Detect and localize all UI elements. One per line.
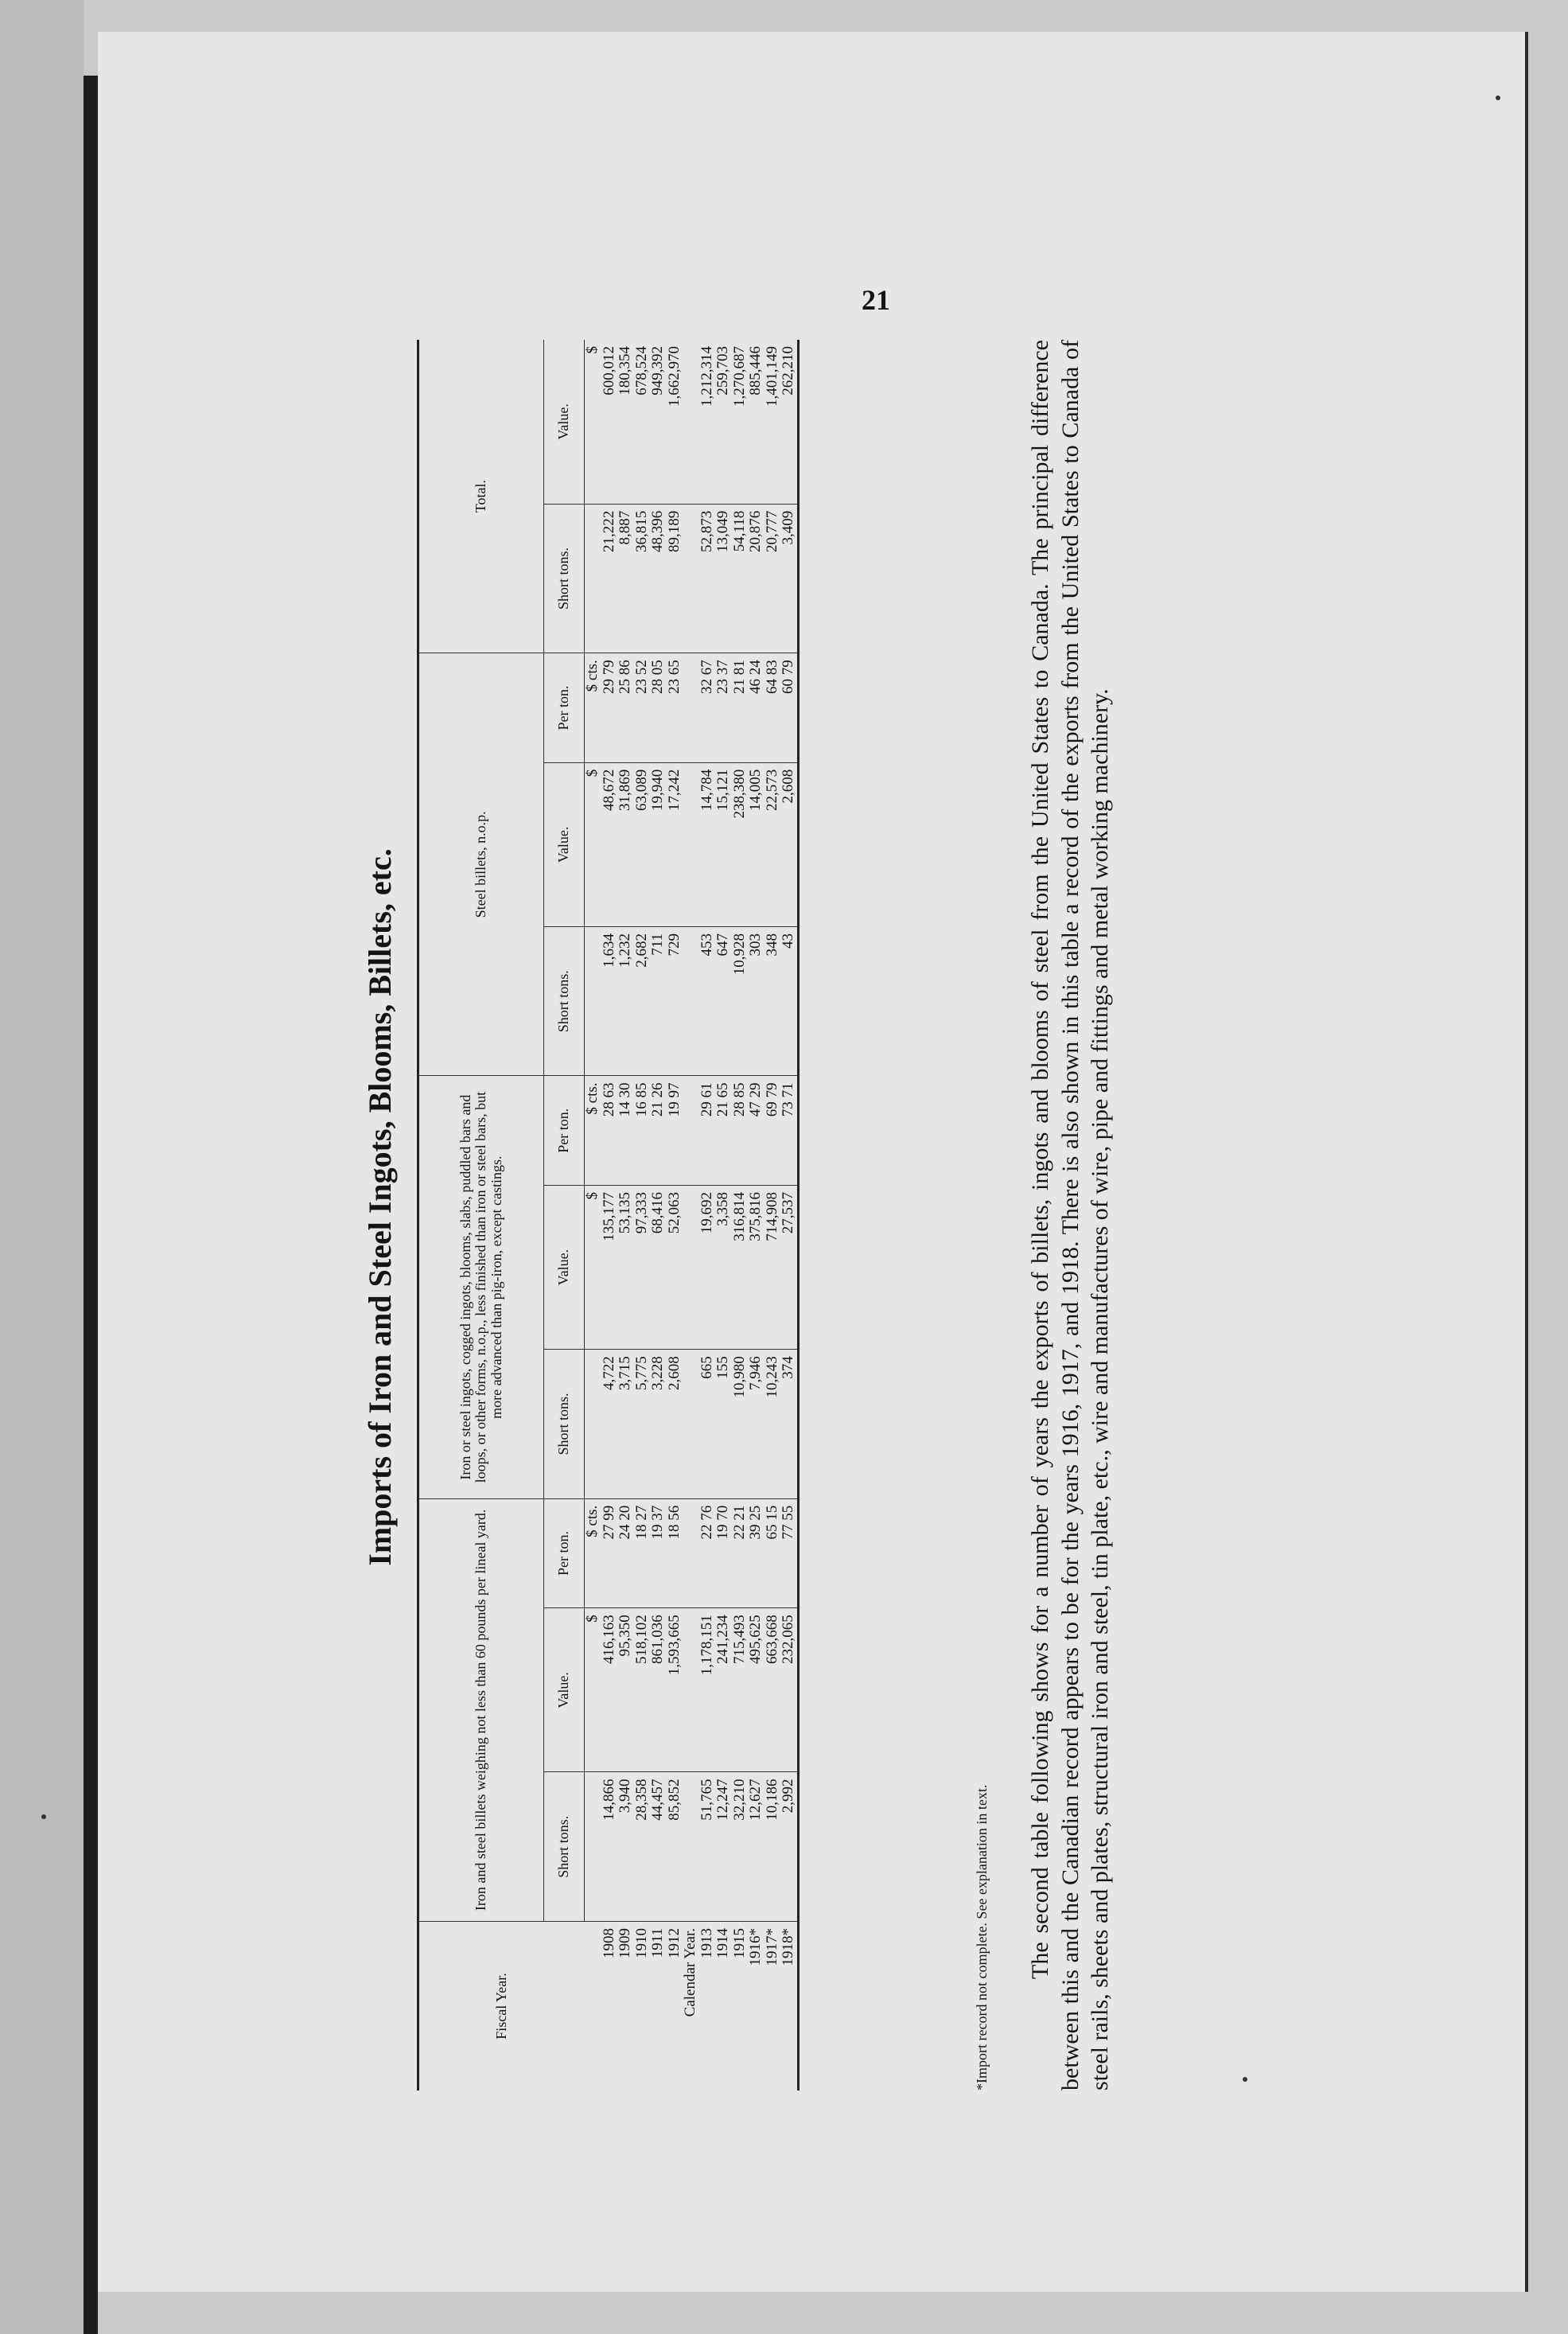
- g2-cell: 21 65: [715, 1076, 732, 1186]
- g2-cell: 97,333: [634, 1186, 651, 1350]
- table-row: [650, 340, 667, 2090]
- g2-cell: 665: [699, 1350, 716, 1499]
- scan-speck: [41, 1814, 46, 1819]
- g1-cell: 12,247: [715, 1772, 732, 1922]
- g1-cell: 495,625: [748, 1608, 765, 1772]
- g2-cell: 28 63: [601, 1076, 618, 1186]
- g2-cell: 52,063: [667, 1186, 683, 1350]
- scan-speck: [1496, 95, 1500, 100]
- g2-cell: 21 26: [650, 1076, 667, 1186]
- g1-cell: 3,940: [617, 1772, 634, 1922]
- g3-cell: 15,121: [715, 762, 732, 926]
- g4-cell: 600,012: [601, 340, 618, 504]
- g3-cell: 303: [748, 927, 765, 1077]
- g4-cell: 180,354: [617, 340, 634, 504]
- g3-cell: 25 86: [617, 653, 634, 763]
- table-row: [617, 340, 634, 2090]
- g3-cell: 711: [650, 927, 667, 1077]
- table-row: [780, 340, 798, 2090]
- g1-cell: 416,163: [601, 1608, 618, 1772]
- g4-cell: 1,212,314: [699, 340, 716, 504]
- g3-cell: 17,242: [667, 762, 683, 926]
- subheader-short-tons: Short tons.: [544, 927, 585, 1077]
- table-row: [732, 340, 749, 2090]
- g3-cell: 2,682: [634, 927, 651, 1077]
- table-row: [699, 340, 716, 2090]
- scan-binding-margin: [0, 0, 84, 2334]
- g2-cell: 14 30: [617, 1076, 634, 1186]
- unit-dollar-cts: $ cts.: [585, 1076, 601, 1186]
- g2-cell: 29 61: [699, 1076, 716, 1186]
- g1-cell: 518,102: [634, 1608, 651, 1772]
- rotated-content: [361, 300, 1220, 2114]
- g4-cell: 48,396: [650, 504, 667, 653]
- g1-cell: 1,178,151: [699, 1608, 716, 1772]
- g1-cell: 44,457: [650, 1772, 667, 1922]
- g1-cell: 14,866: [601, 1772, 618, 1922]
- g3-cell: 29 79: [601, 653, 618, 763]
- g1-cell: 2,992: [780, 1772, 798, 1922]
- g3-cell: 14,784: [699, 762, 716, 926]
- g1-cell: 1,593,665: [667, 1608, 683, 1772]
- g3-cell: 21 81: [732, 653, 749, 763]
- g2-cell: 3,358: [715, 1186, 732, 1350]
- unit-dollar: $: [585, 340, 601, 504]
- g1-cell: 95,350: [617, 1608, 634, 1772]
- g2-cell: 3,228: [650, 1350, 667, 1499]
- calendar-year-rows: [699, 340, 799, 2090]
- g3-cell: 647: [715, 927, 732, 1077]
- year-cell: 1910: [632, 1928, 650, 1958]
- calendar-year-label: Calendar Year.: [682, 1928, 699, 2017]
- header-fiscal-year: Fiscal Year.: [418, 1922, 585, 2091]
- g2-cell: 155: [715, 1350, 732, 1499]
- unit-dollar: $: [585, 1186, 601, 1350]
- g2-cell: 10,980: [732, 1350, 749, 1499]
- g2-cell: 69 79: [765, 1076, 781, 1186]
- g4-cell: 13,049: [715, 504, 732, 653]
- calendar-year-label-row: [683, 340, 699, 2090]
- g1-cell: 18 27: [634, 1498, 651, 1608]
- unit-dollar: $: [585, 1608, 601, 1772]
- g2-cell: 374: [780, 1350, 798, 1499]
- g3-cell: 22,573: [765, 762, 781, 926]
- table-row: [601, 340, 618, 2090]
- unit-dollar-cts: $ cts.: [585, 653, 601, 763]
- g1-cell: 241,234: [715, 1608, 732, 1772]
- g4-cell: 8,887: [617, 504, 634, 653]
- g1-cell: 65 15: [765, 1498, 781, 1608]
- g2-cell: 19,692: [699, 1186, 716, 1350]
- g1-cell: 77 55: [780, 1498, 798, 1608]
- g2-cell: 7,946: [748, 1350, 765, 1499]
- subheader-per-ton: Per ton.: [544, 1498, 585, 1608]
- year-cell: 1915: [730, 1928, 748, 1958]
- imports-table: [417, 340, 800, 2090]
- year-cell: 1909: [617, 1928, 634, 1958]
- table-title: Imports of Iron and Steel Ingots, Blooms, Billets, etc.: [362, 848, 398, 1566]
- subheader-short-tons: Short tons.: [544, 1350, 585, 1499]
- subheader-value: Value.: [544, 1186, 585, 1350]
- g3-cell: 31,869: [617, 762, 634, 926]
- g1-cell: 51,765: [699, 1772, 716, 1922]
- g2-cell: 10,243: [765, 1350, 781, 1499]
- unit-row: [585, 340, 601, 2090]
- g1-cell: 22 76: [699, 1498, 716, 1608]
- year-cell: 1916*: [747, 1928, 765, 1966]
- g1-cell: 19 70: [715, 1498, 732, 1608]
- g2-cell: 135,177: [601, 1186, 618, 1350]
- g4-cell: 1,401,149: [765, 340, 781, 504]
- subheader-per-ton: Per ton.: [544, 653, 585, 763]
- g4-cell: 52,873: [699, 504, 716, 653]
- g4-cell: 1,662,970: [667, 340, 683, 504]
- g2-cell: 316,814: [732, 1186, 749, 1350]
- g1-cell: 232,065: [780, 1608, 798, 1772]
- page-number: 21: [862, 284, 890, 316]
- header-group-steel-billets: Steel billets, n.o.p.: [418, 653, 544, 1076]
- year-cell: 1917*: [763, 1928, 780, 1966]
- g3-cell: 23 52: [634, 653, 651, 763]
- g3-cell: 64 83: [765, 653, 781, 763]
- g4-cell: 885,446: [748, 340, 765, 504]
- g1-cell: 19 37: [650, 1498, 667, 1608]
- g2-cell: 27,537: [780, 1186, 798, 1350]
- g1-cell: 861,036: [650, 1608, 667, 1772]
- g4-cell: 1,270,687: [732, 340, 749, 504]
- g1-cell: 18 56: [667, 1498, 683, 1608]
- g3-cell: 14,005: [748, 762, 765, 926]
- g2-cell: 68,416: [650, 1186, 667, 1350]
- g2-cell: 375,816: [748, 1186, 765, 1350]
- fiscal-year-rows: [601, 340, 683, 2090]
- g3-cell: 32 67: [699, 653, 716, 763]
- g2-cell: 19 97: [667, 1076, 683, 1186]
- subheader-value: Value.: [544, 1608, 585, 1772]
- g3-cell: 60 79: [780, 653, 798, 763]
- unit-dollar-cts: $ cts.: [585, 1498, 601, 1608]
- g1-cell: 27 99: [601, 1498, 618, 1608]
- g2-cell: 16 85: [634, 1076, 651, 1186]
- g2-cell: 2,608: [667, 1350, 683, 1499]
- g4-cell: 20,777: [765, 504, 781, 653]
- g3-cell: 23 37: [715, 653, 732, 763]
- g3-cell: 43: [780, 927, 798, 1077]
- subheader-short-tons: Short tons.: [544, 1772, 585, 1922]
- header-group-billets-60lb: Iron and steel billets weighing not less than 60 pounds per lineal yard.: [418, 1498, 544, 1921]
- g3-cell: 453: [699, 927, 716, 1077]
- header-group-total: Total.: [418, 340, 544, 653]
- scan-speck: [1243, 2077, 1247, 2082]
- g4-cell: 949,392: [650, 340, 667, 504]
- g4-cell: 3,409: [780, 504, 798, 653]
- year-cell: 1914: [714, 1928, 732, 1958]
- g4-cell: 262,210: [780, 340, 798, 504]
- g1-cell: 715,493: [732, 1608, 749, 1772]
- g3-cell: 23 65: [667, 653, 683, 763]
- g1-cell: 85,852: [667, 1772, 683, 1922]
- year-cell: 1908: [600, 1928, 617, 1958]
- scan-binding-edge: [84, 76, 98, 2334]
- g4-cell: 54,118: [732, 504, 749, 653]
- g3-cell: 348: [765, 927, 781, 1077]
- g3-cell: 10,928: [732, 927, 749, 1077]
- table-row: [765, 340, 781, 2090]
- header-group-ingots: Iron or steel ingots, cogged ingots, blooms, slabs, puddled bars and loops, or other forms, n.o.p., less finished than iron or steel bars, but more advanced than pig-iron, except castings.: [418, 1076, 544, 1498]
- g2-cell: 47 29: [748, 1076, 765, 1186]
- g3-cell: 1,634: [601, 927, 618, 1077]
- subheader-short-tons: Short tons.: [544, 504, 585, 653]
- subheader-value: Value.: [544, 340, 585, 504]
- g1-cell: 28,358: [634, 1772, 651, 1922]
- g1-cell: 22 21: [732, 1498, 749, 1608]
- g3-cell: 48,672: [601, 762, 618, 926]
- g1-cell: 12,627: [748, 1772, 765, 1922]
- g2-cell: 714,908: [765, 1186, 781, 1350]
- year-cell: 1918*: [780, 1922, 798, 2091]
- g3-cell: 729: [667, 927, 683, 1077]
- g3-cell: 1,232: [617, 927, 634, 1077]
- year-cell: 1913: [698, 1928, 715, 1958]
- g2-cell: 4,722: [601, 1350, 618, 1499]
- table-row: [634, 340, 651, 2090]
- table-row: [667, 340, 683, 2090]
- subheader-value: Value.: [544, 762, 585, 926]
- g1-cell: 32,210: [732, 1772, 749, 1922]
- body-paragraph: The second table following shows for a number of years the exports of billets, ingots and blooms of steel from the United States to Canada. The principal difference between this and the Canadian record appears to be for the years 1916, 1917, and 1918. There is also shown in this table a record of the exports from the United States to Canada of steel rails, sheets and plates, structural iron and steel, tin plate, etc., wire and manufactures of wire, pipe and fittings and metal working machinery.: [1027, 340, 1113, 2090]
- subheader-per-ton: Per ton.: [544, 1076, 585, 1186]
- g3-cell: 28 05: [650, 653, 667, 763]
- g1-cell: 39 25: [748, 1498, 765, 1608]
- g4-cell: 259,703: [715, 340, 732, 504]
- year-cell: 1911: [649, 1928, 667, 1958]
- table-row: [748, 340, 765, 2090]
- g4-cell: 678,524: [634, 340, 651, 504]
- g2-cell: 53,135: [617, 1186, 634, 1350]
- g3-cell: 46 24: [748, 653, 765, 763]
- table-row: [715, 340, 732, 2090]
- g1-cell: 663,668: [765, 1608, 781, 1772]
- g4-cell: 20,876: [748, 504, 765, 653]
- g4-cell: 89,189: [667, 504, 683, 653]
- g3-cell: 238,380: [732, 762, 749, 926]
- g3-cell: 19,940: [650, 762, 667, 926]
- g1-cell: 10,186: [765, 1772, 781, 1922]
- g2-cell: 3,715: [617, 1350, 634, 1499]
- g2-cell: 5,775: [634, 1350, 651, 1499]
- g1-cell: 24 20: [617, 1498, 634, 1608]
- g2-cell: 28 85: [732, 1076, 749, 1186]
- g4-cell: 36,815: [634, 504, 651, 653]
- g2-cell: 73 71: [780, 1076, 798, 1186]
- footnote: *Import record not complete. See explanation in text.: [974, 1784, 990, 2090]
- g3-cell: 63,089: [634, 762, 651, 926]
- g4-cell: 21,222: [601, 504, 618, 653]
- unit-dollar: $: [585, 762, 601, 926]
- g3-cell: 2,608: [780, 762, 798, 926]
- year-cell: 1912: [665, 1928, 683, 1958]
